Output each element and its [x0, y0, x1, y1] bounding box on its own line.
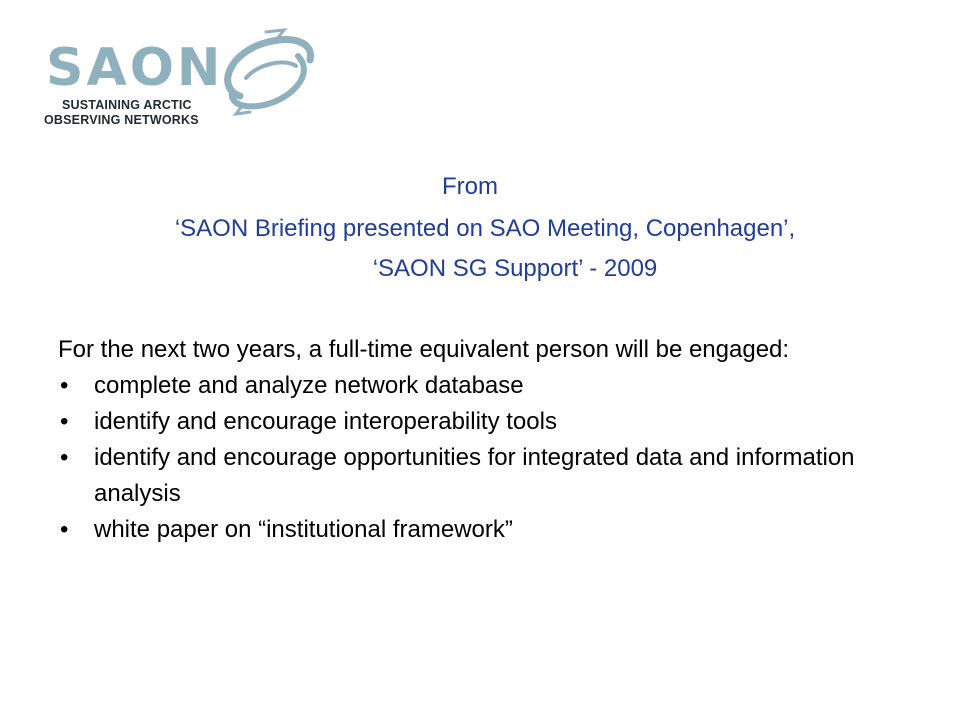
bullet-icon: •: [60, 408, 69, 435]
heading-from: From: [442, 173, 498, 200]
logo-subtitle: [44, 98, 199, 128]
logo-subtitle-line1: SUSTAINING ARCTIC: [62, 98, 192, 112]
list-item-text: identify and encourage opportunities for integrated data and information analysis: [94, 444, 855, 507]
logo-subtitle-line2: OBSERVING NETWORKS: [44, 113, 199, 127]
task-list: [58, 368, 938, 548]
bullet-icon: •: [60, 516, 69, 543]
list-item-text: identify and encourage interoperability tools: [94, 408, 557, 435]
heading-source-line2: ‘SAON SG Support’ - 2009: [372, 255, 658, 282]
list-item: [58, 512, 938, 548]
list-item: [58, 368, 938, 404]
arctic-swirl-icon: [206, 22, 326, 122]
heading-source-line1: ‘SAON Briefing presented on SAO Meeting, Copenhagen’,: [174, 215, 796, 242]
list-item-text: complete and analyze network database: [94, 372, 524, 399]
list-item-text: white paper on “institutional framework”: [94, 516, 513, 543]
body-text: [58, 332, 938, 548]
intro-paragraph: For the next two years, a full-time equivalent person will be engaged:: [58, 336, 790, 363]
bullet-icon: •: [60, 372, 69, 399]
saon-logo: [44, 22, 324, 132]
list-item: [58, 404, 938, 440]
logo-wordmark: SAON: [46, 38, 224, 98]
bullet-icon: •: [60, 444, 69, 471]
list-item: [58, 440, 938, 512]
